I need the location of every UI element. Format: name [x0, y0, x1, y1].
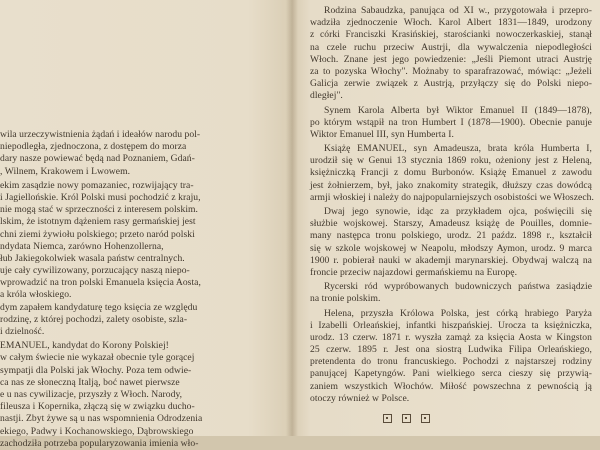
- text-line: Galicja zerwie związek z Austrją, przyłączy się do Polski niepo-: [310, 78, 592, 90]
- text-line: many następca tronu polskiego, urodz. 21 paźdz. 1898 r., kształcił: [310, 230, 592, 242]
- text-line: niepodległa, zjednoczona, z dostępem do morza: [0, 141, 187, 153]
- text-line: 1900 r. pobierał nauki w akademji marynarskiej. Obydwaj walczą na: [310, 254, 592, 266]
- text-line: Rodzina Sabaudzka, panująca od XI w., przygotowała i przepro-: [324, 5, 592, 16]
- text-line: księżniczką Francji z domu Burbonów. Książę Emanuel z zawodu: [310, 167, 592, 179]
- text-line: otoczy również w Polsce.: [310, 392, 410, 404]
- text-line: dym zapałem kandydaturę tego księcia ze względu: [0, 301, 198, 313]
- left-page-text: [0, 129, 292, 450]
- text-line: z córki Franciszki Krasińskiej, starościanki nowoczerkaskiej, stanął: [310, 29, 592, 41]
- text-line: a króla włoskiego.: [0, 289, 72, 301]
- right-page: [292, 0, 600, 436]
- text-line: łub Jakiegokolwiek wasala państw centralnych.: [0, 252, 185, 264]
- text-line: służbie wojskowej. Starszy, Amadeusz książę de Pouilles, domnie-: [310, 218, 592, 230]
- text-line: uje cały cywilizowany, porzucający naszą niepo-: [0, 265, 190, 277]
- text-line: armji włoskiej i należy do najpopularniejszych osobistości we Włoszech.: [310, 191, 594, 203]
- text-line: Dwaj jego synowie, idąc za przykładem ojca, poświęcili się: [324, 206, 592, 217]
- ornament-square-icon: [402, 414, 411, 423]
- text-line: EMANUEL, kandydat do Korony Polskiej!: [0, 340, 169, 352]
- text-line: zachodziła potrzeba popularyzowania imienia wło-: [0, 437, 199, 449]
- text-line: Rycerski ród wypróbowanych budowniczych państwa zasiądzie: [324, 281, 592, 293]
- text-line: , Wilnem, Krakowem i Lwowem.: [0, 165, 131, 177]
- text-line: dary nasze powiewać będą nad Poznaniem, Gdań-: [0, 153, 195, 165]
- text-line: i dzielność.: [0, 326, 45, 337]
- text-line: urodził się w Genui 13 stycznia 1869 roku, ożeniony jest z Heleną,: [310, 155, 592, 167]
- text-line: fileusza i Kopernika, złączą się w związku ducho-: [0, 401, 195, 413]
- text-line: wila urzeczywistnienia żądań i ideałów narodu pol-: [0, 129, 201, 140]
- text-line: ekim zasądzie nowy pomazaniec, rozwijający tra-: [0, 179, 194, 191]
- text-line: Synem Karola Alberta był Wiktor Emanuel II (1849—1878),: [324, 104, 592, 116]
- text-line: pretendenta do tronu francuskiego. Pochodzi z najstarszej rodziny: [310, 356, 592, 368]
- text-line: chni ziemi żywiołu polskiego; przeto naród polski: [0, 228, 195, 240]
- ornament-square-icon: [383, 414, 392, 423]
- text-line: ekiego, Padwy i Kochanowskiego, Dąbrowskiego: [0, 425, 194, 437]
- text-line: e u nas cywilizacje, przyszły z Włoch. Narody,: [0, 388, 183, 400]
- text-line: 25 czerw. 1895 r. Jest ona siostrą Ludwika Filipa Orleańskiego,: [310, 344, 592, 356]
- text-line: ndydata Niemca, zarówno Hohenzollerna,: [0, 240, 164, 252]
- text-line: nie mogą stać w sprzeczności z interesem polskim.: [0, 204, 198, 216]
- text-line: wprowadzić na tron polski Emanuela księcia Aosta,: [0, 277, 201, 289]
- left-page: [0, 0, 292, 449]
- text-line: Włoch. Znane jest jego powiedzenie: „Jeśli Piemont utraci Austrję: [310, 53, 592, 65]
- text-line: za to pozyska Włochy". Możnaby to sparafrazować, mówiąc: „Jeżeli: [310, 65, 592, 77]
- text-line: ca nas ze słoneczną Italją, boć nawet pierwsze: [0, 376, 180, 388]
- text-line: i Jagiellońskie. Król Polski musi pochodzić z kraju,: [0, 191, 201, 203]
- text-line: dległej".: [310, 90, 343, 102]
- text-line: na tronie polskim.: [310, 293, 381, 305]
- text-line: jest żołnierzem, był, jako znakomity strategik, dłuższy czas dowódcą: [310, 179, 592, 191]
- text-line: lskim, że istotnym dążeniem rasy germańskiej jest: [0, 216, 196, 228]
- text-line: w całym świecie nie wykazał obecnie tyle gorącej: [0, 352, 195, 364]
- text-line: nastji. Zbyt żywe są u nas wspomnienia Odrodzenia: [0, 413, 203, 425]
- text-line: panującej Kapetyngów. Pani wielkiego serca cieszy się przywią-: [310, 368, 592, 380]
- text-line: Helena, przyszła Królowa Polska, jest córką hrabiego Paryża: [324, 307, 592, 319]
- page-ornament: [383, 414, 430, 423]
- text-line: zaniem wszystkich Włochów. Miłość powszechna z pewnością ją: [310, 380, 592, 392]
- text-line: na czele ruchu przeciw Austrji, dla wywalczenia niepodległości: [310, 41, 592, 53]
- text-line: urodz. 13 czerw. 1871 r. wyszła zamąż za księcia Aosta w Kingston: [310, 331, 592, 343]
- ornament-square-icon: [421, 414, 430, 423]
- text-line: sympatji dla Polski jak Włochy. Poza tem odwie-: [0, 364, 192, 376]
- text-line: się w szkole wojskowej w Neapolu, młodszy Aymon, urodz. 9 marca: [310, 242, 592, 254]
- text-line: rodzinę, z której pochodzi, zalety osobiste, szla-: [0, 313, 188, 325]
- text-line: wadziła zjednoczenie Włoch. Karol Albert 1831—1849, urodzony: [310, 17, 592, 29]
- text-line: i Izabelli Orleańskiej, infantki hiszpańskiej. Urocza ta księżniczka,: [310, 319, 592, 331]
- book-gutter: [286, 0, 298, 436]
- text-line: froncie przeciw najazdowi germańskiemu na Europę.: [310, 266, 518, 278]
- right-page-text: [310, 5, 592, 405]
- text-line: Wiktor Emanuel III, syn Humberta I.: [310, 128, 454, 140]
- text-line: Książę EMANUEL, syn Amadeusza, brata króla Humberta I,: [324, 143, 592, 155]
- text-line: po którym wstąpił na tron Humbert I (1878—1900). Obecnie panuje: [310, 116, 592, 128]
